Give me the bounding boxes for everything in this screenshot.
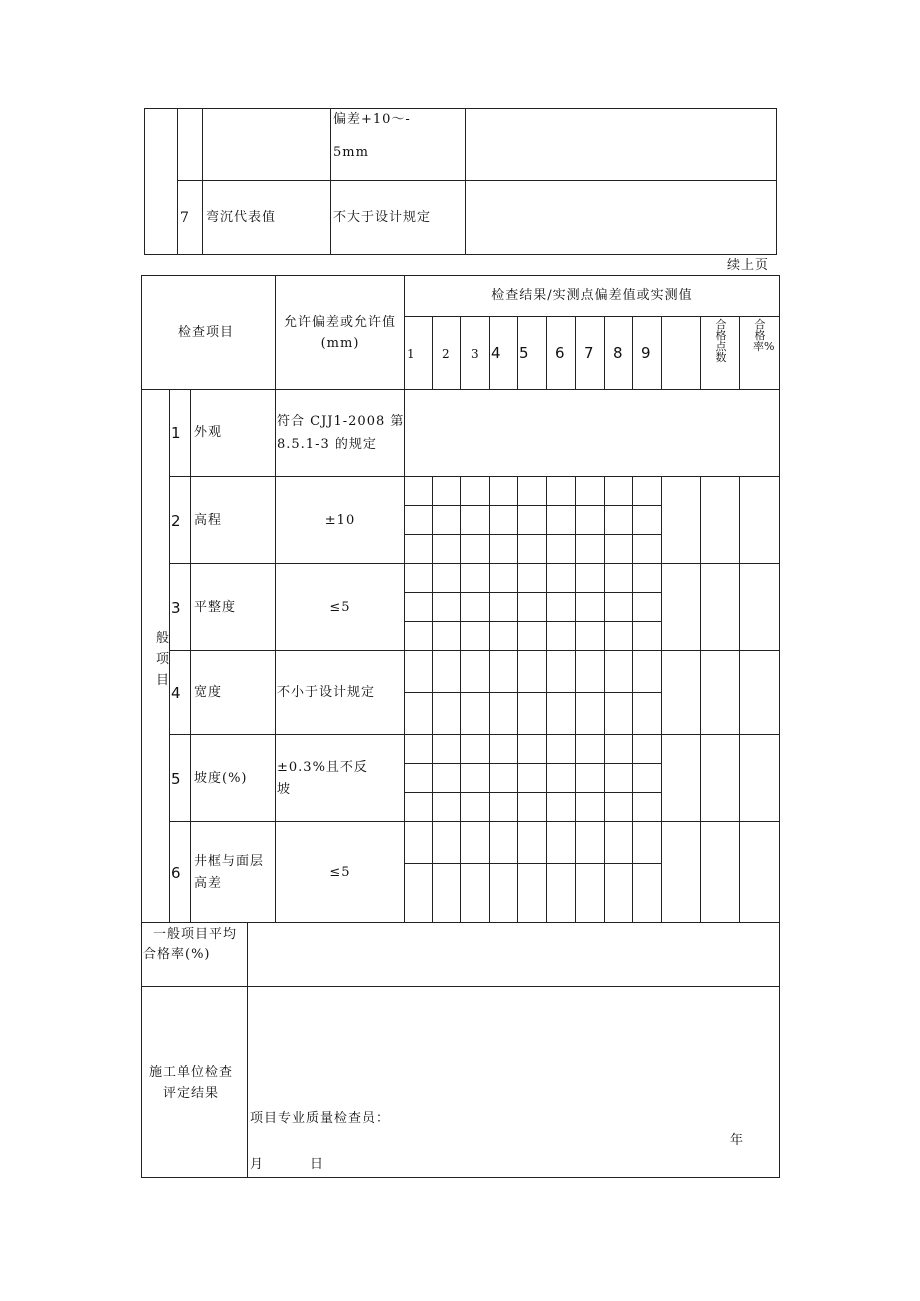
month-label: 月 — [250, 1157, 265, 1172]
header-point-4: 4 — [491, 344, 501, 362]
continued-label: 续上页 — [727, 258, 770, 273]
header-results-title: 检查结果/实测点偏差值或实测值 — [491, 288, 693, 303]
row4-number: 4 — [171, 684, 181, 702]
row5-allowed-line2: 坡 — [277, 782, 292, 797]
construction-line1: 施工单位检查 — [149, 1065, 234, 1080]
inspector-label: 项目专业质量检查员： — [250, 1111, 391, 1126]
header-point-6: 6 — [555, 344, 565, 362]
year-label: 年 — [730, 1133, 745, 1148]
row4-allowed: 不小于设计规定 — [277, 685, 376, 700]
avg-rate-line2: 合格率(%) — [143, 947, 211, 962]
row2-item: 高程 — [194, 513, 223, 528]
row3-number: 3 — [171, 599, 181, 617]
group-label: 般项目 — [156, 631, 171, 688]
header-allowed-line1: 允许偏差或允许值 — [283, 315, 396, 330]
header-check-item: 检查项目 — [178, 325, 235, 340]
row3-item: 平整度 — [194, 600, 237, 615]
row1-allowed-line2: 8.5.1-3 的规定 — [277, 437, 377, 452]
header-point-3: 3 — [471, 347, 479, 361]
header-allowed-line2: (mm) — [320, 336, 360, 351]
row4-item: 宽度 — [194, 685, 223, 700]
header-point-8: 8 — [613, 344, 623, 362]
header-point-7: 7 — [584, 344, 594, 362]
row7-item: 弯沉代表值 — [206, 210, 277, 225]
row5-allowed-line1: ±0.3%且不反 — [277, 760, 368, 775]
day-label: 日 — [310, 1157, 325, 1172]
row1-number: 1 — [171, 424, 181, 442]
row1-allowed-line1: 符合 CJJ1-2008 第 — [277, 414, 405, 429]
row6-allowed: ≤5 — [329, 865, 351, 880]
header-point-5: 5 — [519, 344, 529, 362]
header-point-9: 9 — [641, 344, 651, 362]
row6-item-line2: 高差 — [194, 876, 223, 891]
row6-number: 6 — [171, 864, 181, 882]
row2-number: 2 — [171, 512, 181, 530]
row7-number: 7 — [180, 210, 189, 226]
avg-rate-line1: 一般项目平均 — [153, 927, 238, 942]
row5-number: 5 — [171, 770, 181, 788]
row6-allowed-line2: 5mm — [333, 145, 369, 160]
row5-item: 坡度(%) — [194, 771, 248, 786]
header-qualified-rate: 合格率% — [753, 318, 775, 353]
row3-allowed: ≤5 — [329, 600, 351, 615]
header-qualified-points: 合格点数 — [715, 318, 727, 364]
row1-item: 外观 — [194, 425, 223, 440]
header-point-2: 2 — [442, 347, 450, 361]
construction-line2: 评定结果 — [163, 1086, 220, 1101]
header-point-1: 1 — [407, 347, 415, 361]
row7-allowed: 不大于设计规定 — [333, 210, 432, 225]
row6-item-line1: 井框与面层 — [194, 854, 265, 869]
row2-allowed: ±10 — [324, 513, 356, 528]
row6-allowed-line1: 偏差+10～- — [333, 112, 411, 127]
